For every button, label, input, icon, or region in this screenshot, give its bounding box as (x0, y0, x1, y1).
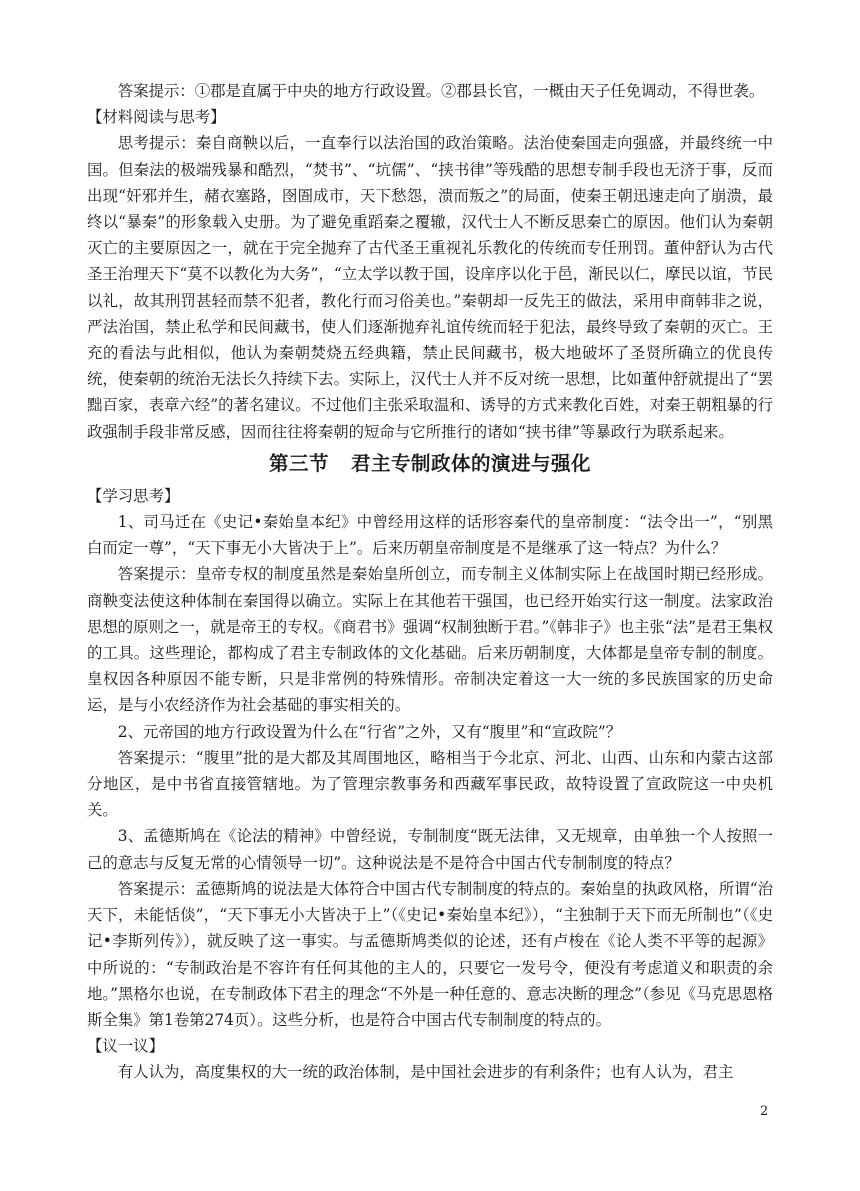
answer-hint-jun: 答案提示：①郡是直属于中央的地方行政设置。②郡县长官，一概由天子任免调动，不得世袭。 (117, 82, 765, 100)
document-page (87, 78, 773, 1086)
section-name: 君主专制政体的演进与强化 (351, 451, 592, 475)
heading-discuss: 【议一议】 (87, 1037, 164, 1056)
page-number: 2 (760, 1104, 769, 1119)
heading-material-reading: 【材料阅读与思考】 (87, 108, 226, 127)
section-title (87, 449, 773, 479)
question-2: 2、元帝国的地方行政设置为什么在“行省”之外，又有“腹里”和“宣政院”？ (117, 722, 622, 741)
answer-3: 答案提示：孟德斯鸠的说法是大体符合中国古代专制制度的特点的。秦始皇的执政风格，所谓“治天下，未能恬倓”，“天下事无小大皆决于上”（《史记•秦始皇本纪》），“主独制于天下而无所制也”（《史记•李斯列传》），就反映了这一事实。与孟德斯鸠类似的论述，还有卢梭在《论人类不平等的起源》中所说的：“专制政治是不容许有任何其他的主人的，只要它一发号令，便没有考虑道义和职责的余地。”黑格尔也说，在专制政体下君主的理念“不外是一种任意的、意志决断的理念”（参见《马克思恩格斯全集》第1卷第274页）。这些分析，也是符合中国古代专制制度的特点的。 (87, 879, 773, 1029)
section-number: 第三节 (268, 451, 329, 475)
question-1: 1、司马迁在《史记•秦始皇本纪》中曾经用这样的话形容秦代的皇帝制度：“法令出一”，“别黑白而定一尊”，“天下事无小大皆决于上”。后来历朝皇帝制度是不是继承了这一特点？为什么？ (87, 513, 773, 558)
question-3: 3、孟德斯鸠在《论法的精神》中曾经说，专制制度“既无法律，又无规章，由单独一个人按照一己的意志与反复无常的心情领导一切”。这种说法是不是符合中国古代专制制度的特点？ (87, 827, 773, 872)
answer-2: 答案提示：“腹里”批的是大都及其周围地区，略相当于今北京、河北、山西、山东和内蒙古这部分地区，是中书省直接管辖地。为了管理宗教事务和西藏军事民政，故特设置了宣政院这一中央机关。 (87, 748, 773, 820)
heading-study-thinking: 【学习思考】 (87, 486, 180, 505)
thinking-hint-paragraph: 思考提示：秦自商鞅以后，一直奉行以法治国的政治策略。法治使秦国走向强盛，并最终统一中国。但秦法的极端残暴和酷烈，“焚书”、“坑儒”、“挟书律”等残酷的思想专制手段也无济于事，反而出现“奸邪并生，赭衣塞路，囹圄成市，天下愁怨，溃而叛之”的局面，使秦王朝迅速走向了崩溃，最终以“暴秦”的形象载入史册。为了避免重蹈秦之覆辙，汉代士人不断反思秦亡的原因。他们认为秦朝灭亡的主要原因之一，就在于完全抛弃了古代圣王重视礼乐教化的传统而专任刑罚。董仲舒认为古代圣王治理天下“莫不以教化为大务”，“立太学以教于国，设庠序以化于邑，渐民以仁，摩民以谊，节民以礼，故其刑罚甚轻而禁不犯者，教化行而习俗美也。”秦朝却一反先王的做法，采用申商韩非之说，严法治国，禁止私学和民间藏书，使人们逐渐抛弃礼谊传统而轻于犯法，最终导致了秦朝的灭亡。王充的看法与此相似，他认为秦朝焚烧五经典籍，禁止民间藏书，极大地破坏了圣贤所确立的优良传统，使秦朝的统治无法长久持续下去。实际上，汉代士人并不反对统一思想，比如董仲舒就提出了“罢黜百家，表章六经”的著名建议。不过他们主张采取温和、诱导的方式来教化百姓，对秦王朝粗暴的行政强制手段非常反感，因而往往将秦朝的短命与它所推行的诸如“挟书律”等暴政行为联系起来。 (87, 134, 773, 441)
answer-1: 答案提示：皇帝专权的制度虽然是秦始皇所创立，而专制主义体制实际上在战国时期已经形成。商鞅变法使这种体制在秦国得以确立。实际上在其他若干强国，也已经开始实行这一制度。法家政治思想的原则之一，就是帝王的专权。《商君书》强调“权制独断于君。”《韩非子》也主张“法”是君王集权的工具。这些理论，都构成了君主专制政体的文化基础。后来历朝制度，大体都是皇帝专制的制度。皇权因各种原因不能专断，只是非常例的特殊情形。帝制决定着这一大一统的多民族国家的历史命运，是与小农经济作为社会基础的事实相关的。 (87, 565, 773, 715)
discuss-paragraph: 有人认为，高度集权的大一统的政治体制，是中国社会进步的有利条件；也有人认为，君主 (117, 1063, 734, 1082)
